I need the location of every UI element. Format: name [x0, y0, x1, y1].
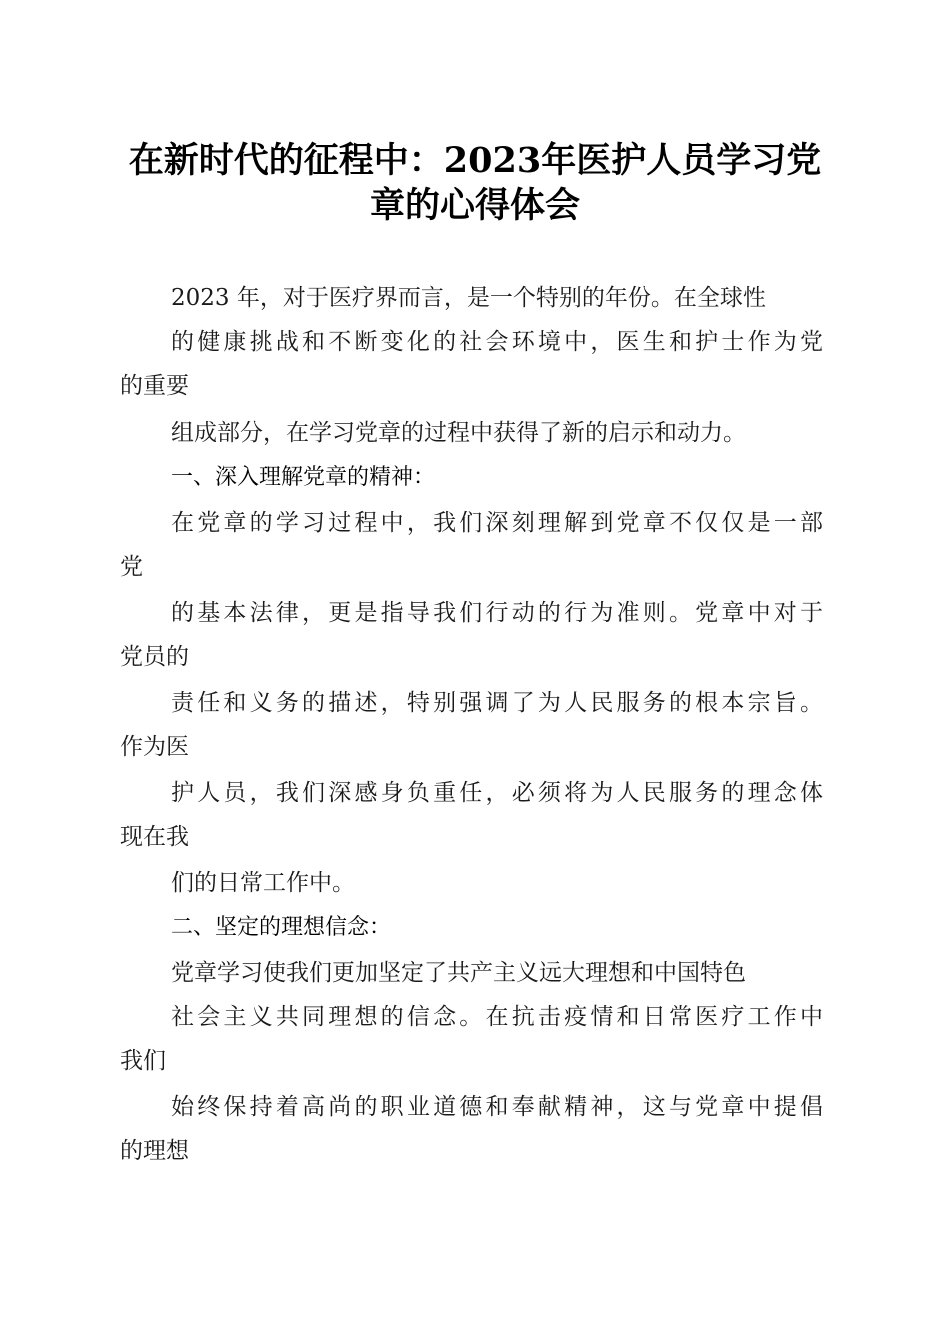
body-line: 们的日常工作中。: [171, 870, 355, 896]
body-line: 现在我: [120, 824, 189, 850]
body-line: 社会主义共同理想的信念。在抗击疫情和日常医疗工作中: [171, 1004, 823, 1030]
body-line: 在党章的学习过程中，我们深刻理解到党章不仅仅是一部: [171, 510, 823, 536]
body-line: 护人员，我们深感身负重任，必须将为人民服务的理念体: [171, 780, 823, 806]
document-title-line-2: 章的心得体会: [369, 185, 580, 226]
document-title-line-1: 在新时代的征程中：2023年医护人员学习党: [128, 140, 822, 181]
body-line: 的理想: [120, 1138, 189, 1164]
body-line: 作为医: [120, 734, 189, 760]
body-line: 的重要: [120, 373, 189, 399]
body-line: 组成部分，在学习党章的过程中获得了新的启示和动力。: [171, 420, 746, 446]
body-line: 党章学习使我们更加坚定了共产主义远大理想和中国特色: [171, 960, 746, 986]
body-line: 党: [120, 554, 143, 580]
section-heading-2: 二、坚定的理想信念：: [171, 915, 392, 940]
body-line: 党员的: [120, 644, 189, 670]
body-line: 的健康挑战和不断变化的社会环境中，医生和护士作为党: [171, 329, 823, 355]
section-heading-1: 一、深入理解党章的精神：: [171, 465, 436, 490]
body-line: 责任和义务的描述，特别强调了为人民服务的根本宗旨。: [171, 690, 823, 716]
body-line: 的基本法律，更是指导我们行动的行为准则。党章中对于: [171, 600, 823, 626]
body-line: 2023 年，对于医疗界而言，是一个特别的年份。在全球性: [171, 285, 766, 311]
body-line: 始终保持着高尚的职业道德和奉献精神，这与党章中提倡: [171, 1094, 823, 1120]
body-line: 我们: [120, 1048, 166, 1074]
